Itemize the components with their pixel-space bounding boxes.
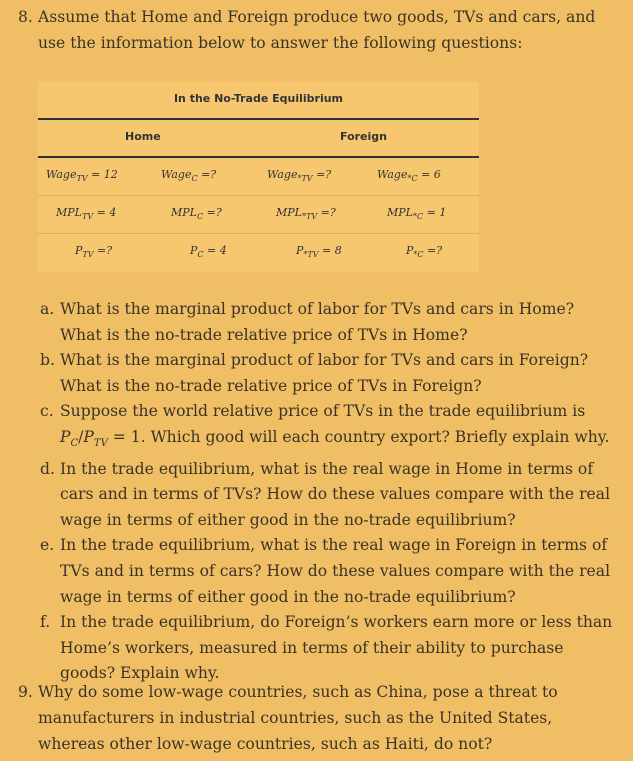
question-8-number: 8. bbox=[18, 8, 33, 26]
sub-question-a bbox=[40, 297, 613, 348]
sub-question-text: What is the marginal product of labor for TVs and cars in Home? What is the no-trade relative price of TVs in Home? bbox=[60, 300, 575, 344]
sub-question-c bbox=[40, 399, 613, 456]
sub-question-letter: d. bbox=[40, 459, 55, 478]
cell-p-c-foreign: $P_{*C}$ =? bbox=[406, 244, 443, 260]
table-rule-header bbox=[38, 156, 479, 158]
table-row-divider bbox=[38, 195, 479, 196]
question-9-text: Why do some low-wage countries, such as China, pose a threat to manufacturers in industrial countries, such as the United States, whereas other low-wage countries, such as Haiti, do not? bbox=[38, 683, 558, 753]
cell-wage-tv-foreign: Wage$_{*TV}$ =? bbox=[267, 168, 332, 184]
sub-question-letter: e. bbox=[40, 536, 55, 555]
cell-wage-c-home: Wage$_C$ =? bbox=[161, 168, 217, 184]
cell-p-tv-foreign: $P_{*TV} = 8$ bbox=[296, 244, 342, 260]
cell-p-tv-home: $P_{TV}$ =? bbox=[75, 244, 113, 260]
sub-question-e bbox=[40, 533, 613, 610]
table-rule-top bbox=[38, 118, 479, 120]
cell-p-c-home: $P_C = 4$ bbox=[190, 244, 227, 260]
cell-wage-c-foreign: Wage$_{*C}$ = 6 bbox=[377, 168, 441, 184]
question-9-number: 9. bbox=[18, 683, 33, 701]
cell-mpl-c-home: $MPL_C$ =? bbox=[171, 206, 222, 222]
table-group-foreign: Foreign bbox=[340, 130, 387, 143]
relative-price-formula: $P_C/P_{TV}$ bbox=[60, 427, 108, 450]
sub-question-text: Suppose the world relative price of TVs in the trade equilibrium is $P_C/P_{TV} = 1$. Which good will each country export? Briefly explain why. bbox=[60, 402, 610, 450]
question-8-text: Assume that Home and Foreign produce two goods, TVs and cars, and use the information below to answer the following questions: bbox=[38, 8, 596, 52]
table-row-divider bbox=[38, 233, 479, 234]
sub-question-f bbox=[40, 610, 613, 687]
sub-question-list bbox=[40, 297, 613, 687]
sub-question-b bbox=[40, 348, 613, 399]
no-trade-table bbox=[38, 82, 479, 272]
question-9 bbox=[18, 679, 619, 757]
question-8 bbox=[18, 4, 619, 56]
cell-mpl-c-foreign: $MPL_{*C} = 1$ bbox=[387, 206, 447, 222]
sub-question-text: In the trade equilibrium, what is the real wage in Foreign in terms of TVs and in terms of cars? How do these values compare with the real wage in terms of either good in the no-trade equilibrium? bbox=[60, 536, 611, 606]
table-title: In the No-Trade Equilibrium bbox=[173, 92, 344, 105]
sub-question-letter: c. bbox=[40, 402, 54, 421]
sub-question-text: In the trade equilibrium, what is the real wage in Home in terms of cars and in terms of TVs? How do these values compare with the real wage in terms of either good in the no-trade equilibrium? bbox=[60, 459, 611, 529]
table-group-home: Home bbox=[125, 130, 161, 143]
cell-wage-tv-home: Wage$_{TV}$ = 12 bbox=[46, 168, 118, 184]
sub-question-letter: a. bbox=[40, 300, 55, 318]
sub-question-text: In the trade equilibrium, do Foreign’s workers earn more or less than Home’s workers, measured in terms of their ability to purchase goods? Explain why. bbox=[60, 613, 613, 683]
sub-question-letter: f. bbox=[40, 613, 51, 632]
sub-question-letter: b. bbox=[40, 351, 55, 370]
cell-mpl-tv-home: $MPL_{TV} = 4$ bbox=[56, 206, 117, 222]
sub-question-text: What is the marginal product of labor for TVs and cars in Foreign? What is the no-trade relative price of TVs in Foreign? bbox=[60, 351, 589, 395]
sub-question-d bbox=[40, 457, 613, 534]
cell-mpl-tv-foreign: $MPL_{*TV}$ =? bbox=[276, 206, 336, 222]
